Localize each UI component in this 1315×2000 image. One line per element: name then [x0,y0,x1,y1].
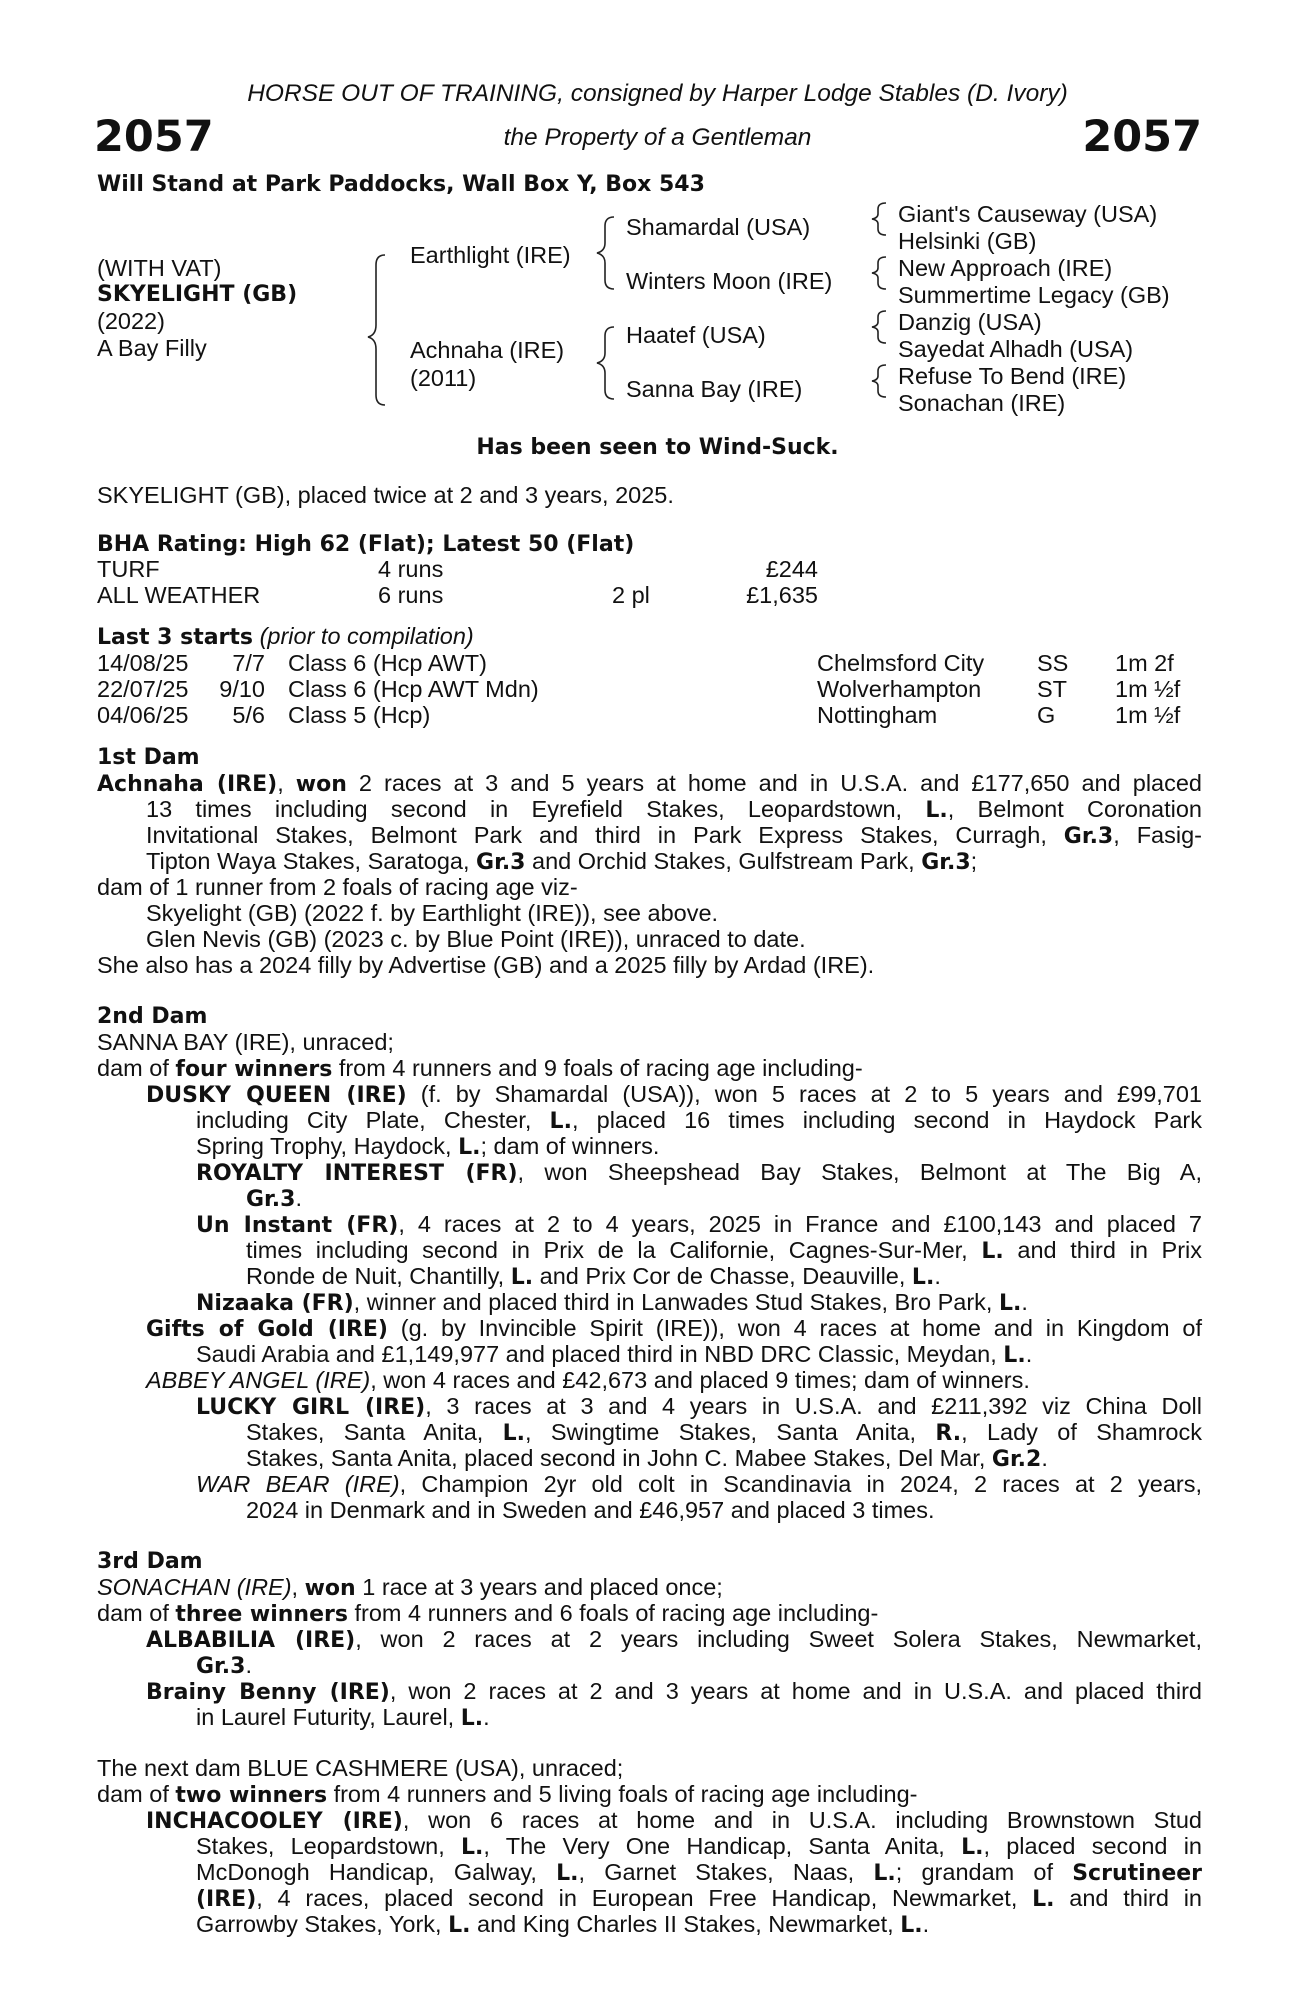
horse-name-black-type: Un Instant (FR) [196,1213,399,1238]
dam-name: Achnaha (IRE) [97,772,278,797]
third-dam-name: SONACHAN (IRE), won 1 race at 3 years and placed once; [97,1574,723,1601]
text: , placed second in [983,1833,1203,1859]
text: . [1041,1445,1048,1471]
listed-badge: L. [925,798,948,823]
lucky-line-1 [196,1394,1202,1421]
horse-name-black-type: Brainy Benny (IRE) [146,1680,390,1705]
next-dam-line: The next dam BLUE CASHMERE (USA), unraced; [97,1755,624,1781]
text: , 4 races, placed second in European Free Handicap, Newmarket, [256,1885,1033,1911]
horse-description: A Bay Filly [97,335,207,361]
horse-name-italic: WAR BEAR (IRE) [196,1471,400,1497]
text: Invitational Stakes, Belmont Park and third in Park Express Stakes, Curragh, [146,822,1064,848]
gifts-line-2 [196,1342,1032,1369]
third-dam-dam-of [97,1601,878,1628]
start-distance: 1m ½f [1115,702,1181,728]
first-dam-heading: 1st Dam [97,745,200,770]
dusky-line-1 [146,1082,1202,1109]
horse-name-black-type: Gifts of Gold (IRE) [146,1317,388,1342]
progeny-1: Skyelight (GB) (2022 f. by Earthlight (IRE)), see above. [146,900,719,926]
text: , won 2 races at 2 years including Sweet Solera Stakes, Newmarket, [355,1626,1202,1652]
pedigree-gen3-5: Danzig (USA) [898,309,1042,335]
start-distance: 1m 2f [1115,650,1174,676]
listed-badge: L. [1003,1343,1026,1368]
text: , won 6 races at home and in U.S.A. including Brownstown Stud [402,1807,1202,1833]
listed-badge: L. [510,1265,534,1290]
rating-row-all-weather [0,583,1315,609]
horse-name: SKYELIGHT (GB) [97,282,298,307]
text: and Orchid Stakes, Gulfstream Park, [525,848,922,874]
text: Tipton Waya Stakes, Saratoga, [146,848,477,874]
listed-badge: L. [873,1861,896,1886]
gifts-line-1 [146,1316,1202,1343]
pedigree-sire-sire: Shamardal (USA) [626,214,811,240]
last-starts-note: (prior to compilation) [259,623,474,649]
pedigree-dam-sire: Haatef (USA) [626,322,766,348]
horse-name-black-type: LUCKY GIRL (IRE) [196,1395,426,1420]
pedigree-gen3-2: Helsinki (GB) [898,228,1037,254]
start-course: Chelmsford City [817,650,985,676]
horse-name-black-type: DUSKY QUEEN (IRE) [146,1083,407,1108]
rating-surface: ALL WEATHER [97,582,261,608]
text: Stakes, Leopardstown, [196,1833,461,1859]
start-position: 7/7 [232,650,265,676]
text: , 3 races at 3 and 4 years in U.S.A. and £211,392 viz China Doll [425,1393,1202,1419]
text: Ronde de Nuit, Chantilly, [246,1263,511,1289]
lot-number-left: 2057 [94,112,214,162]
brainy-line-1 [146,1679,1202,1706]
text: ; grandam of [895,1859,1073,1885]
text: in Laurel Futurity, Laurel, [196,1704,461,1730]
text: McDonogh Handicap, Galway, [196,1859,557,1885]
lot-number-right: 2057 [1082,112,1202,162]
rating-runs: 6 runs [378,582,444,608]
start-course: Wolverhampton [817,676,982,702]
first-dam-also: She also has a 2024 filly by Advertise (GB) and a 2025 filly by Ardad (IRE). [97,952,875,978]
text: dam of [97,1600,176,1626]
horse-name-italic: SONACHAN (IRE) [97,1574,292,1600]
wind-suck-notice: Has been seen to Wind-Suck. [476,435,839,460]
text: , winner and placed third in Lanwades Stud Stakes, Bro Park, [353,1289,999,1315]
rating-placed: 2 pl [612,582,650,608]
start-going: G [1037,702,1056,728]
listed-badge: L. [458,1135,481,1160]
text: . [295,1185,302,1211]
pedigree-sire: Earthlight (IRE) [410,242,571,268]
group-badge: Gr.3 [246,1187,296,1212]
text: (g. by Invincible Spirit (IRE)), won 4 races at home and in Kingdom of [387,1315,1202,1341]
royalty-line-2 [246,1186,302,1213]
text: , The Very One Handicap, Santa Anita, [483,1833,962,1859]
start-position: 5/6 [232,702,265,728]
text: . [1021,1289,1028,1315]
restricted-badge: R. [935,1421,962,1446]
horse-vat: (WITH VAT) [97,255,222,281]
text: and third in Prix [1003,1237,1202,1263]
horse-name-black-type: ALBABILIA (IRE) [146,1628,356,1653]
last-starts-heading [97,624,474,651]
text: Stakes, Santa Anita, placed second in John C. Mabee Stakes, Del Mar, [246,1445,992,1471]
last-starts-title: Last 3 starts [97,625,254,650]
pedigree-gen3-6: Sayedat Alhadh (USA) [898,336,1134,362]
group-badge: Gr.3 [1063,824,1114,849]
pedigree-gen3-1: Giant's Causeway (USA) [898,201,1158,227]
stand-location: Will Stand at Park Paddocks, Wall Box Y, Box 543 [97,172,705,197]
lucky-line-3 [246,1446,1048,1473]
text: from 4 runners and 9 foals of racing age including- [332,1055,863,1081]
text: . [483,1704,490,1730]
listed-badge: L. [549,1109,572,1134]
text: , Lady of Shamrock [961,1419,1203,1445]
text: Saudi Arabia and £1,149,977 and placed third in NBD DRC Classic, Meydan, [196,1341,1004,1367]
inchacooley-line-5 [196,1912,929,1939]
horse-name-black-type: Scrutineer [1072,1861,1203,1886]
pedigree-dam: Achnaha (IRE) [410,337,565,363]
listed-badge: L. [502,1421,526,1446]
start-race: Class 6 (Hcp AWT) [288,650,487,676]
pedigree-gen3-8: Sonachan (IRE) [898,390,1066,416]
second-dam-dam-of [97,1056,863,1083]
text: , won Sheepshead Bay Stakes, Belmont at The Big A, [517,1159,1203,1185]
pedigree-dam-dam: Sanna Bay (IRE) [626,376,803,402]
albabilia-line-2 [196,1653,252,1680]
nizaaka-line-1 [196,1290,1028,1317]
rating-earnings: £244 [765,556,818,582]
listed-badge: L. [911,1265,935,1290]
text: dam of [97,1781,176,1807]
text: , won 2 races at 2 and 3 years at home and in U.S.A. and placed third [389,1678,1202,1704]
group-badge: Gr.3 [476,850,526,875]
text: , placed 16 times including second in Haydock Park [571,1107,1202,1133]
text: . [1025,1341,1033,1367]
dusky-line-2 [196,1108,1202,1135]
inchacooley-line-4 [196,1886,1202,1913]
text: and King Charles II Stakes, Newmarket, [470,1911,901,1937]
text: , Swingtime Stakes, Santa Anita, [525,1419,936,1445]
horse-name-black-type: INCHACOOLEY (IRE) [146,1809,403,1834]
rating-surface: TURF [97,556,160,582]
first-dam-line-1: Achnaha (IRE), won 2 races at 3 and 5 years at home and in U.S.A. and £177,650 and placed [97,770,1202,797]
text: , Champion 2yr old colt in Scandinavia in 2024, 2 races at 2 years, [399,1471,1203,1497]
text: , won 4 races and £42,673 and placed 9 times; dam of winners. [370,1367,1030,1393]
text: ; dam of winners. [480,1133,660,1159]
text: ; [970,848,978,874]
winners-count: four winners [175,1057,333,1082]
start-date: 14/08/25 [97,650,189,676]
text: . [934,1263,941,1289]
pedigree-sire-dam: Winters Moon (IRE) [626,268,833,294]
listed-badge: L. [1032,1887,1055,1912]
text: , Garnet Stakes, Naas, [578,1859,874,1885]
text: . [245,1652,252,1678]
listed-badge: L. [461,1835,484,1860]
group-badge: Gr.3 [196,1654,246,1679]
listed-badge: L. [460,1706,484,1731]
group-badge: Gr.2 [991,1447,1042,1472]
winners-count: three winners [175,1602,348,1627]
start-race: Class 5 (Hcp) [288,702,431,728]
text: , 4 races at 2 to 4 years, 2025 in France and £100,143 and placed 7 [398,1211,1202,1237]
text: dam of [97,1055,176,1081]
dusky-line-3 [196,1134,659,1161]
text: times including second in Prix de la Californie, Cagnes-Sur-Mer, [246,1237,982,1263]
horse-name-black-type: ROYALTY INTEREST (FR) [196,1161,518,1186]
listed-badge: L. [900,1913,923,1938]
pedigree-gen3-4: Summertime Legacy (GB) [898,282,1170,308]
rating-runs: 4 runs [378,556,444,582]
first-dam-line-2 [146,797,1202,824]
winners-count: two winners [175,1783,328,1808]
first-dam-line-4 [146,849,977,876]
text: from 4 runners and 6 foals of racing age including- [347,1600,879,1626]
instant-line-2 [246,1238,1202,1265]
start-row [0,703,1315,729]
brainy-line-2 [196,1705,490,1732]
abbey-line-1 [146,1368,1030,1394]
race-summary: SKYELIGHT (GB), placed twice at 2 and 3 years, 2025. [97,482,674,508]
next-dam-dam-of [97,1782,917,1809]
start-position: 9/10 [219,676,265,702]
horse-name-black-type: (IRE) [196,1887,257,1912]
listed-badge: L. [961,1835,984,1860]
progeny-2: Glen Nevis (GB) (2023 c. by Blue Point (IRE)), unraced to date. [146,926,806,952]
consignment-line: HORSE OUT OF TRAINING, consigned by Harper Lodge Stables (D. Ivory) [247,80,1068,107]
text: Stakes, Santa Anita, [246,1419,503,1445]
pedigree-dam-year: (2011) [410,365,477,391]
instant-line-3 [246,1264,941,1291]
albabilia-line-1 [146,1627,1202,1654]
second-dam-heading: 2nd Dam [97,1004,208,1029]
text: Spring Trophy, Haydock, [196,1133,459,1159]
first-dam-line-3 [146,823,1202,850]
text: , Belmont Coronation [947,796,1203,822]
text: and third in [1054,1885,1202,1911]
war-line-1 [196,1472,1202,1498]
start-course: Nottingham [817,702,938,728]
text: , Fasig- [1113,822,1202,848]
horse-name-italic: ABBEY ANGEL (IRE) [146,1367,371,1393]
text: from 4 runners and 5 living foals of racing age including- [327,1781,918,1807]
inchacooley-line-1 [146,1808,1202,1835]
listed-badge: L. [556,1861,579,1886]
text: 1 race at 3 years and placed once; [355,1574,723,1600]
start-going: ST [1037,676,1068,702]
listed-badge: L. [998,1291,1022,1316]
start-date: 22/07/25 [97,676,189,702]
second-dam-name: SANNA BAY (IRE), unraced; [97,1029,394,1055]
start-distance: 1m ½f [1115,676,1181,702]
text: (f. by Shamardal (USA)), won 5 races at 2 to 5 years and £99,701 [406,1081,1202,1107]
won-word: won [304,1576,356,1601]
start-race: Class 6 (Hcp AWT Mdn) [288,676,539,702]
start-date: 04/06/25 [97,702,189,728]
horse-year: (2022) [97,308,165,334]
first-dam-dam-of: dam of 1 runner from 2 foals of racing age viz- [97,874,578,900]
bha-rating: BHA Rating: High 62 (Flat); Latest 50 (Flat) [97,532,635,557]
text: 13 times including second in Eyrefield Stakes, Leopardstown, [146,796,926,822]
inchacooley-line-2 [196,1834,1202,1861]
won-word: won [295,772,347,797]
start-row [0,651,1315,677]
rating-row-turf [0,557,1315,583]
text: Garrowby Stakes, York, [196,1911,449,1937]
text: . [922,1911,930,1937]
instant-line-1 [196,1212,1202,1239]
text: including City Plate, Chester, [196,1107,550,1133]
start-row [0,677,1315,703]
group-badge: Gr.3 [921,850,971,875]
pedigree-gen3-7: Refuse To Bend (IRE) [898,363,1127,389]
inchacooley-line-3 [196,1860,1202,1887]
listed-badge: L. [448,1913,471,1938]
text: and Prix Cor de Chasse, Deauville, [533,1263,912,1289]
rating-earnings: £1,635 [746,582,818,608]
third-dam-heading: 3rd Dam [97,1549,203,1574]
pedigree-gen3-3: New Approach (IRE) [898,255,1113,281]
ownership-line: the Property of a Gentleman [503,124,812,151]
royalty-line-1 [196,1160,1202,1187]
start-going: SS [1037,650,1069,676]
lucky-line-2 [246,1420,1202,1447]
war-line-2: 2024 in Denmark and in Sweden and £46,957 and placed 3 times. [246,1497,935,1523]
text: 2 races at 3 and 5 years at home and in U.S.A. and £177,650 and placed [346,770,1202,796]
horse-name-black-type: Nizaaka (FR) [196,1291,354,1316]
listed-badge: L. [981,1239,1004,1264]
